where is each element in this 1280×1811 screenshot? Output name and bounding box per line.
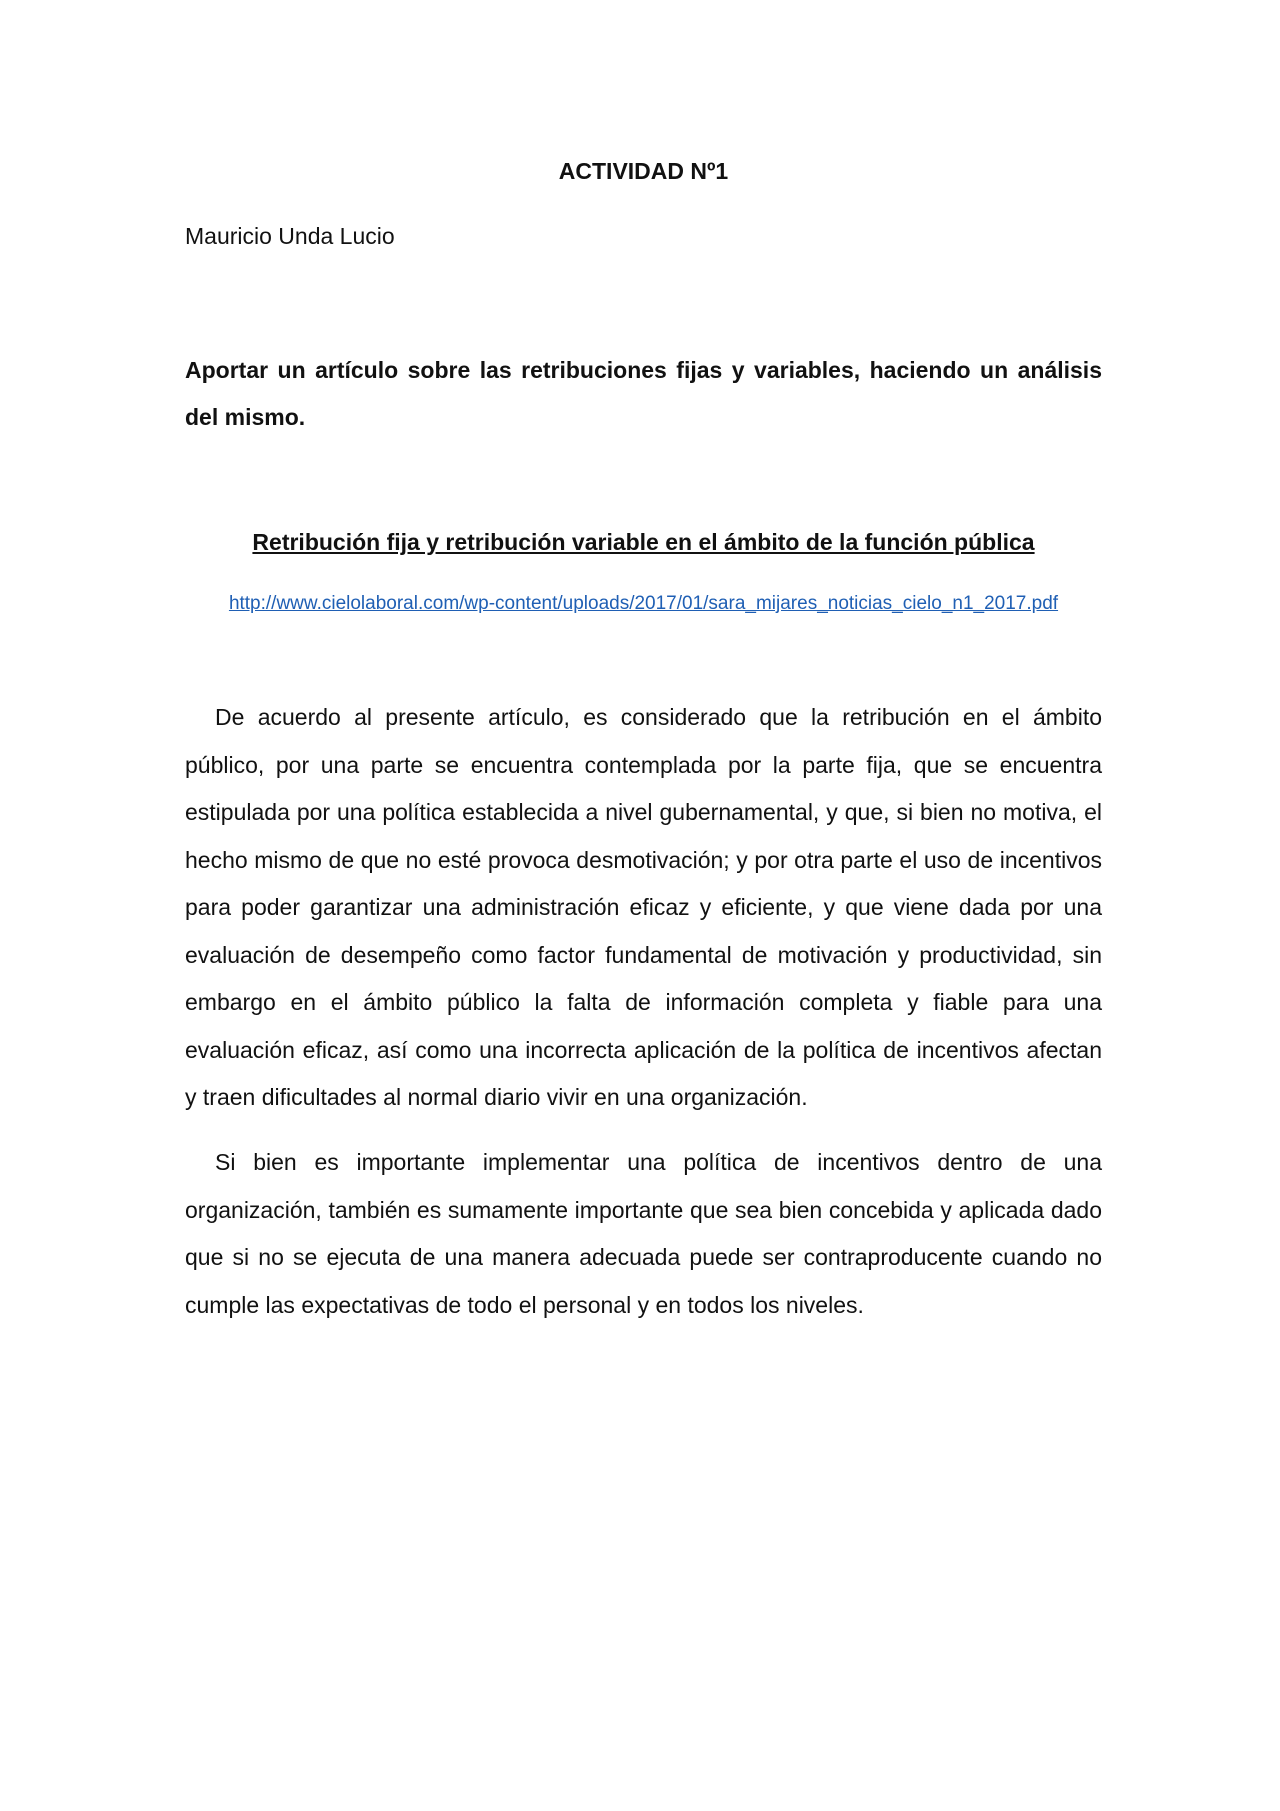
analysis-paragraph-1: De acuerdo al presente artículo, es considerado que la retribución en el ámbito público, por una parte se encuentra contemplada por la parte fija, que se encuentra estipulada por una política establecida a nivel gubernamental, y que, si bien no motiva, el hecho mismo de que no esté provoca desmotivación; y por otra parte el uso de incentivos para poder garantizar una administración eficaz y eficiente, y que viene dada por una evaluación de desempeño como factor fundamental de motivación y productividad, sin embargo en el ámbito público la falta de información completa y fiable para una evaluación eficaz, así como una incorrecta aplicación de la política de incentivos afectan y traen dificultades al normal diario vivir en una organización. <box>185 704 1102 1110</box>
document-title: ACTIVIDAD Nº1 <box>558 158 729 184</box>
article-link-container <box>185 591 1102 617</box>
article-title: Retribución fija y retribución variable en el ámbito de la función pública <box>252 529 1035 555</box>
author-name: Mauricio Unda Lucio <box>185 223 395 249</box>
article-link[interactable]: http://www.cielolaboral.com/wp-content/uploads/2017/01/sara_mijares_noticias_cielo_n1_2017.pdf <box>228 593 1059 614</box>
analysis-paragraph-2: Si bien es importante implementar una política de incentivos dentro de una organización, también es sumamente importante que sea bien concebida y aplicada dado que si no se ejecuta de una manera adecuada puede ser contraproducente cuando no cumple las expectativas de todo el personal y en todos los niveles. <box>185 1149 1102 1318</box>
task-statement: Aportar un artículo sobre las retribuciones fijas y variables, haciendo un análisis del mismo. <box>185 357 1102 430</box>
